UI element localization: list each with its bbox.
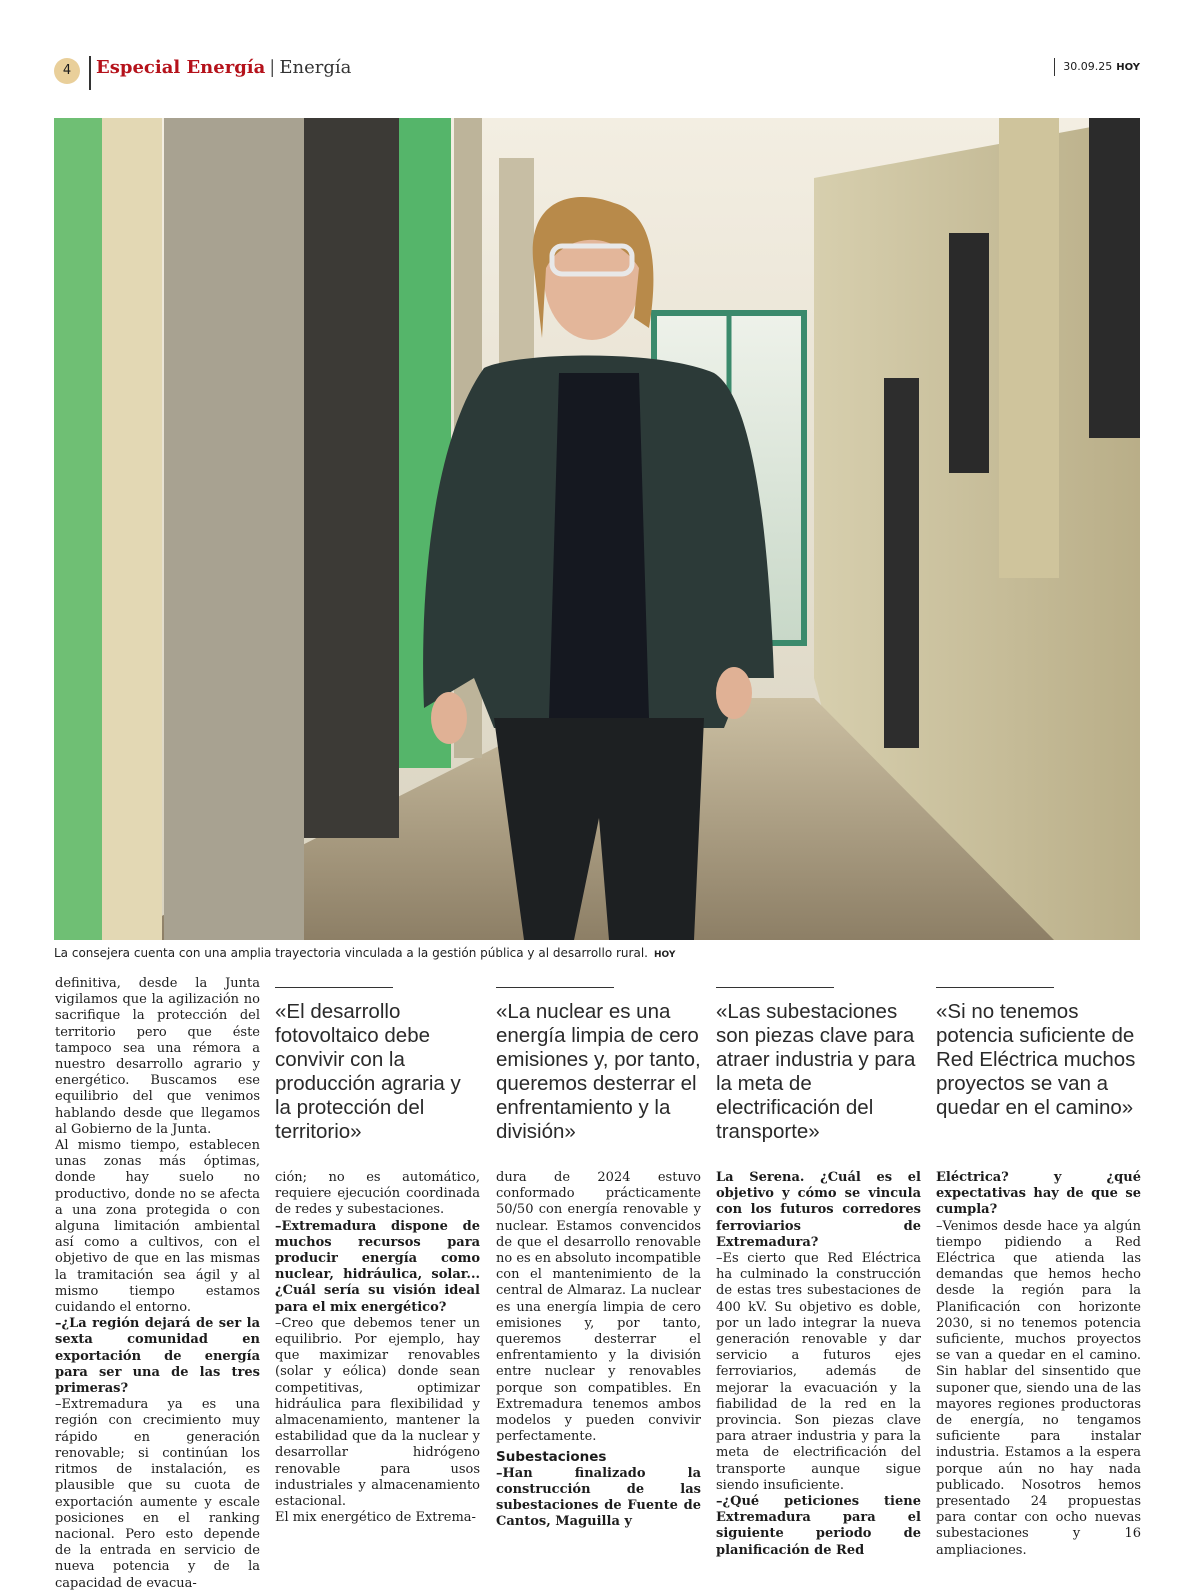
- article-column-3: [496, 1170, 701, 1530]
- pull-quote: «Las subestaciones son piezas clave para atraer industria y para la meta de electrificación del transporte»: [716, 1000, 916, 1143]
- main-photo: [54, 118, 1140, 940]
- interview-question: –¿Qué peticiones tiene Extremadura para el siguiente periodo de planificación de Red: [716, 1494, 921, 1558]
- column-paragraph: –Extremadura ya es una región con crecimiento muy rápido en generación renovable; si continúan los ritmos de instalación, es plausible que su cuota de exportación aumente y escale posiciones en el ranking nacional. Pero esto depende de la entrada en servicio de nueva potencia y de la capacidad de evacua-: [55, 1397, 260, 1591]
- page-header: [54, 52, 1140, 92]
- interview-question: –¿La región dejará de ser la sexta comunidad en exportación de energía para ser una de las tres primeras?: [55, 1316, 260, 1397]
- pull-quote: «La nuclear es una energía limpia de cero emisiones y, por tanto, queremos desterrar el enfrentamiento y la división»: [496, 1000, 701, 1143]
- brand-name: HOY: [1116, 62, 1140, 73]
- issue-meta: [1054, 58, 1140, 76]
- caption-text: La consejera cuenta con una amplia trayectoria vinculada a la gestión pública y al desarrollo rural.: [54, 946, 648, 960]
- column-paragraph: –Venimos desde hace ya algún tiempo pidiendo a Red Eléctrica que atienda las demandas que hemos hecho desde la región para la Planificación con horizonte 2030, si no tenemos potencia suficiente, muchos proyectos se van a quedar en el camino. Sin hablar del sinsentido que suponer que, siendo una de las mayores regiones productoras de energía, no tengamos suficiente para instalar industria. Estamos a la espera porque aún no hay nada publicado. Nosotros hemos presentado 24 propuestas para contar con ocho nuevas subestaciones y 16 ampliaciones.: [936, 1218, 1141, 1558]
- pull-quote-rule: [716, 987, 834, 988]
- article-column-4: [716, 1170, 921, 1559]
- column-paragraph: dura de 2024 estuvo conformado prácticamente 50/50 con energía renovable y nuclear. Estamos convencidos de que el desarrollo renovable no es en absoluto incompatible con el mantenimiento de la central de Almaraz. La nuclear es una energía limpia de cero emisiones y, por tanto, queremos desterrar el enfrentamiento y la división entre nuclear y renovables porque son compatibles. En Extremadura tenemos ambos modelos y pueden convivir perfectamente.: [496, 1170, 701, 1445]
- meta-divider: [1054, 58, 1055, 76]
- pull-quote-rule: [496, 987, 614, 988]
- column-paragraph: ción; no es automático, requiere ejecución coordinada de redes y subestaciones.: [275, 1170, 480, 1218]
- photo-credit: HOY: [653, 950, 676, 960]
- column-paragraph: El mix energético de Extrema-: [275, 1510, 476, 1526]
- subheading: Subestaciones: [496, 1449, 607, 1466]
- column-paragraph: Al mismo tiempo, establecen unas zonas más óptimas, donde hay suelo no productivo, donde no se afecta a una zona protegida o con alguna limitación ambiental así como a cultivos, con el objetivo de que en las mismas la tramitación sea ágil y al mismo tiempo estamos cuidando el entorno.: [55, 1138, 260, 1316]
- subsection-name: Energía: [279, 57, 352, 78]
- column-paragraph: –Creo que debemos tener un equilibrio. Por ejemplo, hay que maximizar renovables (solar y eólica) donde sean competitivas, optimizar hidráulica para flexibilidad y almacenamiento, mantener la estabilidad que da la nuclear y desarrollar hidrógeno renovable para usos industriales y almacenamiento estacional.: [275, 1315, 480, 1510]
- pull-quote-rule: [936, 987, 1054, 988]
- interview-question: –Extremadura dispone de muchos recursos para producir energía como nuclear, hidráulica, solar...¿Cuál sería su visión ideal para el mix energético?: [275, 1218, 480, 1315]
- article-column-2: [275, 1170, 480, 1526]
- interview-question: Eléctrica? y ¿qué expectativas hay de que se cumpla?: [936, 1170, 1141, 1218]
- header-divider: [89, 56, 91, 90]
- interview-question: La Serena. ¿Cuál es el objetivo y cómo se vincula con los futuros corredores ferroviarios de Extremadura?: [716, 1170, 921, 1250]
- pull-quote: «El desarrollo fotovoltaico debe convivir con la producción agraria y la protección del territorio»: [275, 1000, 461, 1143]
- column-paragraph: –Es cierto que Red Eléctrica ha culminado la construcción de estas tres subestaciones de 400 kV. Su objetivo es doble, por un lado integrar la nueva generación renovable y dar servicio a futuros ejes ferroviarios, además de mejorar la evacuación y la fiabilidad de la red en la provincia. Son piezas clave para atraer industria y para la meta de electrificación del transporte aunque sigue siendo insuficiente.: [716, 1251, 921, 1493]
- section-title: [96, 57, 351, 78]
- section-name: Especial Energía: [96, 57, 266, 78]
- column-paragraph: definitiva, desde la Junta vigilamos que la agilización no sacrifique la protección del territorio pero que éste tampoco sea una rémora a nuestro desarrollo agrario y energético. Buscamos ese equilibrio del que venimos hablando desde que llegamos al Gobierno de la Junta.: [55, 976, 260, 1137]
- interview-question: –Han finalizado la construcción de las subestaciones de Fuente de Cantos, Maguilla y: [496, 1465, 701, 1530]
- section-separator: |: [269, 57, 276, 78]
- pull-quote-rule: [275, 987, 393, 988]
- photo-caption: [54, 946, 675, 960]
- pull-quote: «Si no tenemos potencia suficiente de Red Eléctrica muchos proyectos se van a quedar en el camino»: [936, 1000, 1136, 1119]
- issue-date: 30.09.25: [1063, 60, 1113, 73]
- page-number: 4: [54, 58, 80, 84]
- article-column-1: [55, 976, 260, 1592]
- corridor-portrait-illustration: [54, 118, 1140, 940]
- article-column-5: [936, 1170, 1141, 1559]
